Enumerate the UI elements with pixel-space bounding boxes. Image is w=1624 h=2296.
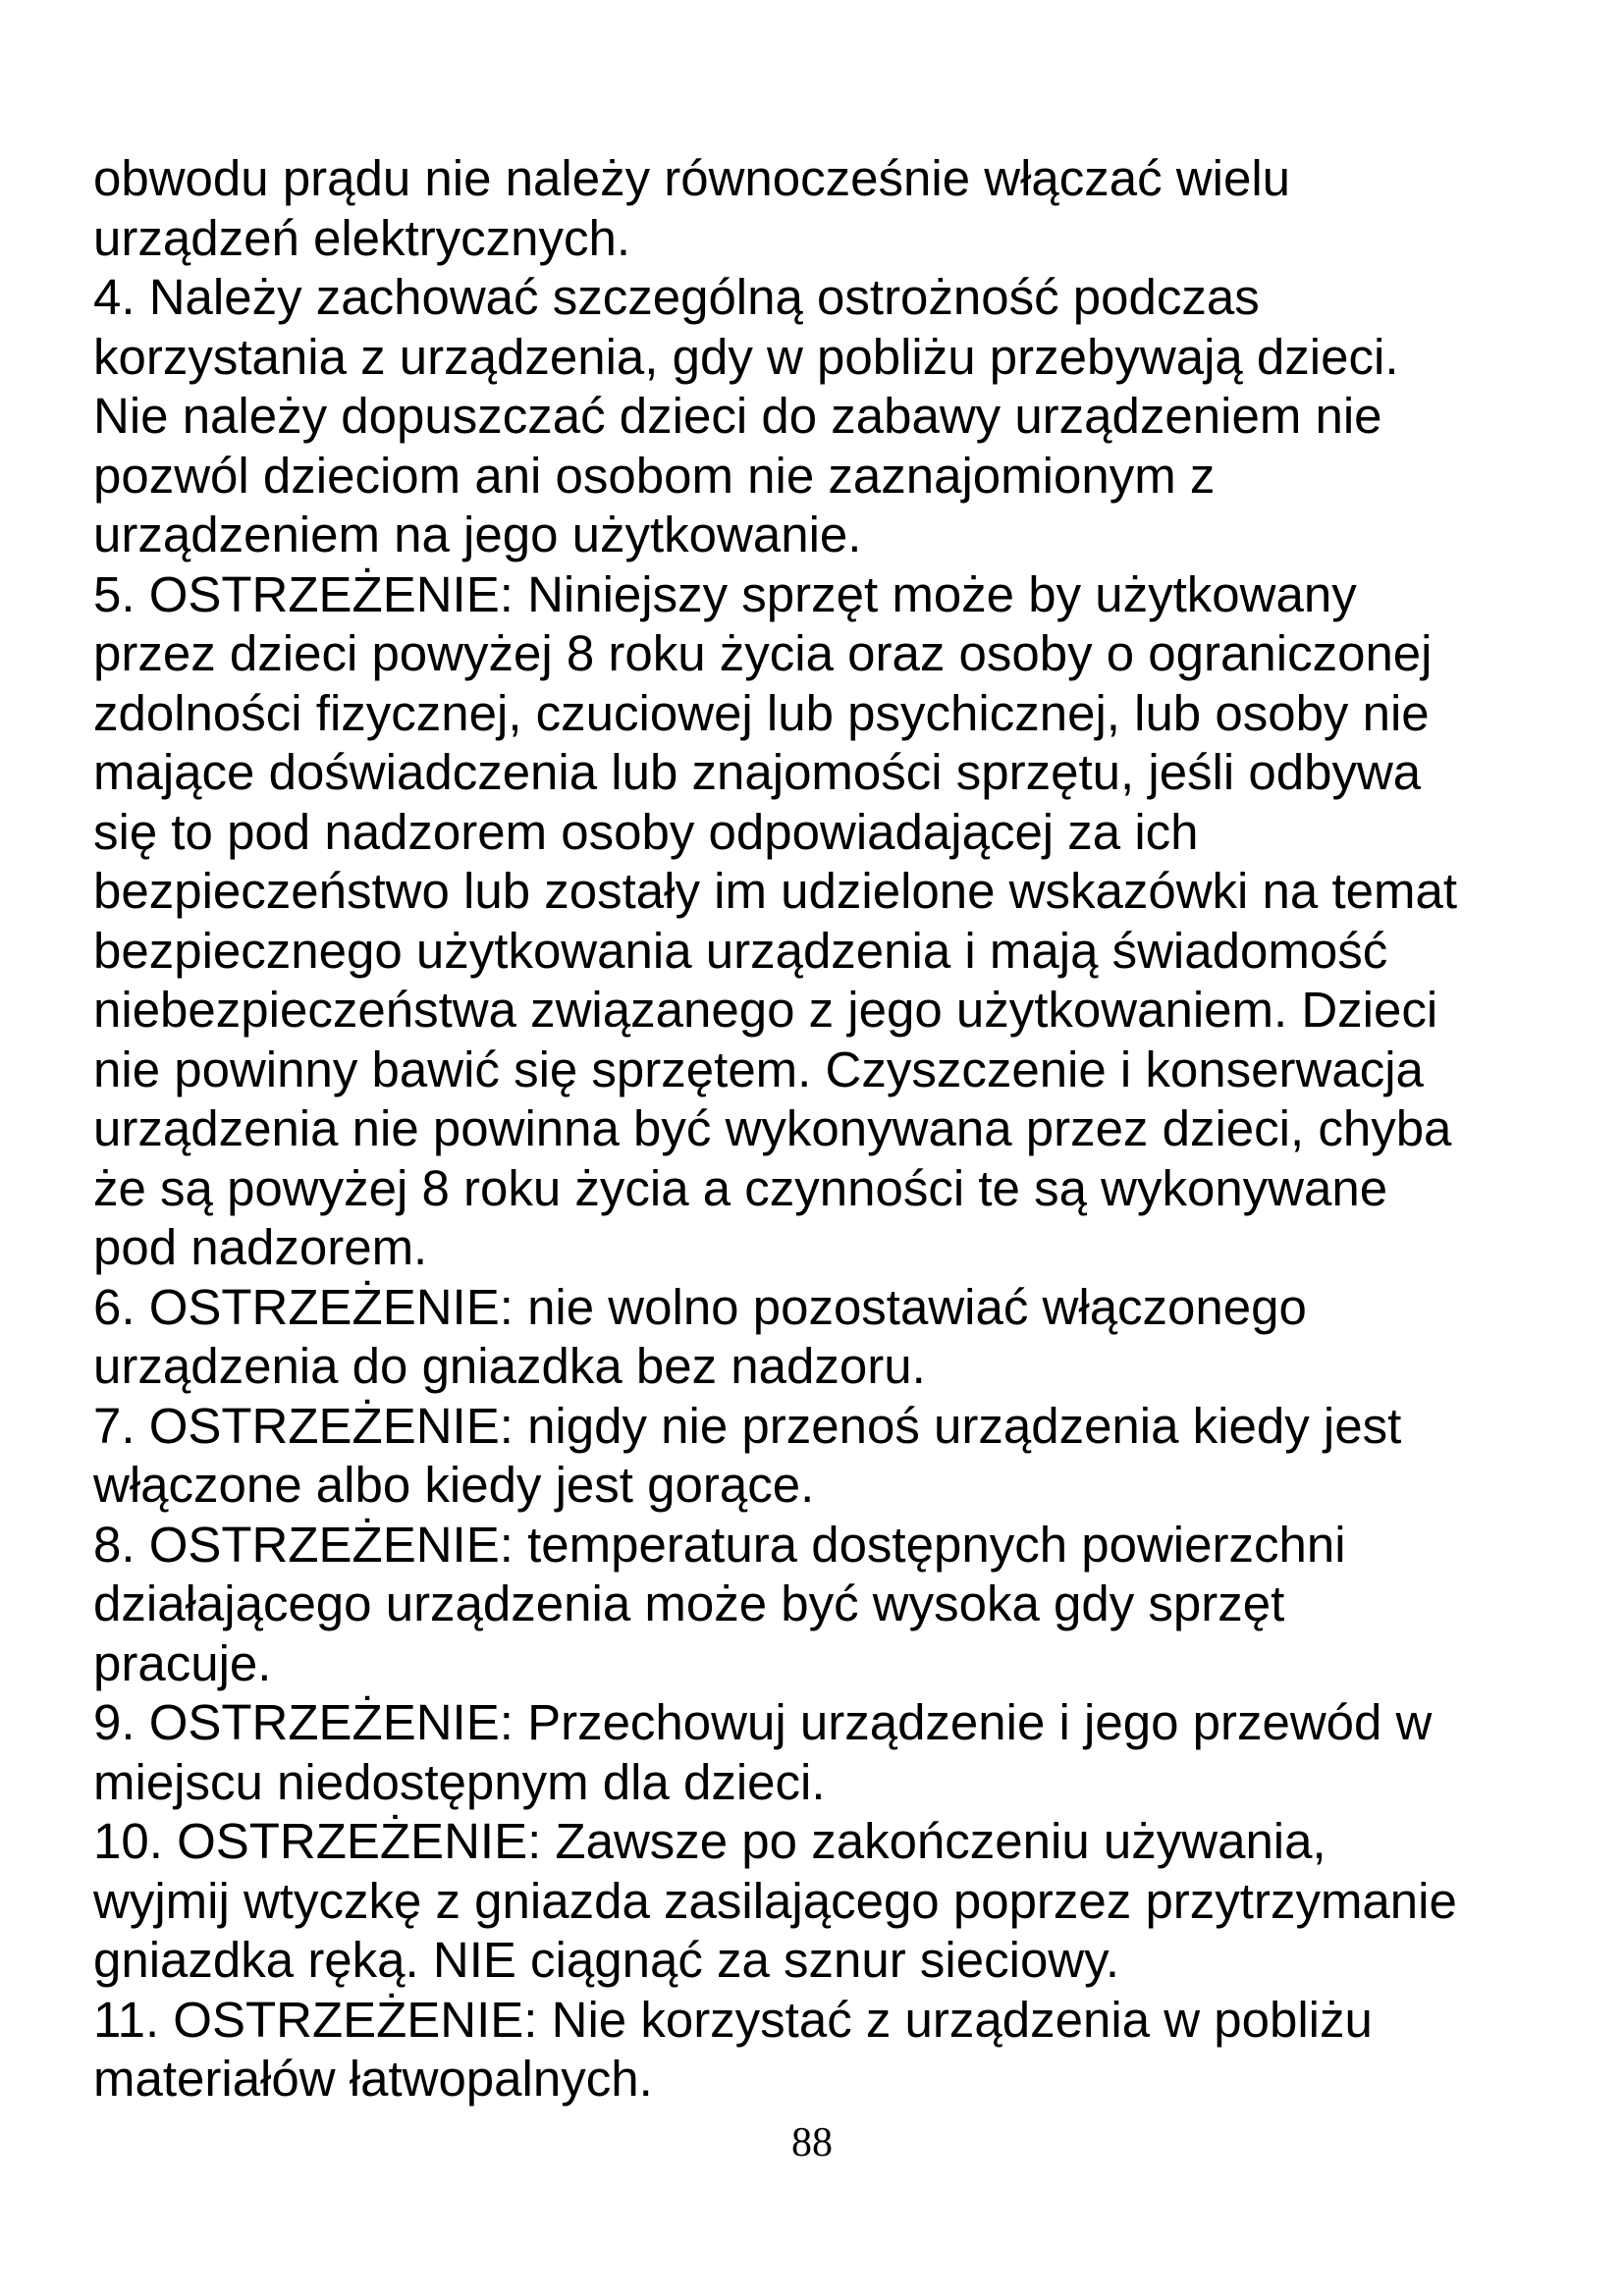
safety-instructions-text	[93, 149, 1546, 2109]
text-line: nie powinny bawić się sprzętem. Czyszczenie i konserwacja	[93, 1041, 1424, 1097]
text-line: bezpiecznego użytkowania urządzenia i mają świadomość	[93, 922, 1388, 979]
text-line: pozwól dzieciom ani osobom nie zaznajomionym z	[93, 447, 1216, 504]
text-line: 6. OSTRZEŻENIE: nie wolno pozostawiać włączonego	[93, 1278, 1307, 1335]
text-line: przez dzieci powyżej 8 roku życia oraz osoby o ograniczonej	[93, 625, 1433, 681]
text-line: zdolności fizycznej, czuciowej lub psychicznej, lub osoby nie	[93, 684, 1430, 741]
text-line: obwodu prądu nie należy równocześnie włączać wielu	[93, 150, 1291, 206]
text-line: urządzeniem na jego użytkowanie.	[93, 507, 862, 562]
text-line: Nie należy dopuszczać dzieci do zabawy urządzeniem nie	[93, 388, 1382, 444]
text-line: się to pod nadzorem osoby odpowiadającej za ich	[93, 803, 1199, 860]
text-line: że są powyżej 8 roku życia a czynności te są wykonywane	[93, 1159, 1388, 1216]
text-line: 11. OSTRZEŻENIE: Nie korzystać z urządzenia w pobliżu	[93, 1991, 1373, 2048]
text-line: pod nadzorem.	[93, 1219, 428, 1275]
text-line: urządzenia do gniazdka bez nadzoru.	[93, 1338, 926, 1394]
page-number: 88	[791, 2120, 833, 2165]
text-line: urządzenia nie powinna być wykonywana przez dzieci, chyba	[93, 1100, 1452, 1156]
text-line: 5. OSTRZEŻENIE: Niniejszy sprzęt może by użytkowany	[93, 565, 1357, 622]
text-line: gniazdka ręką. NIE ciągnąć za sznur sieciowy.	[93, 1932, 1120, 1988]
text-line: włączone albo kiedy jest gorące.	[93, 1457, 815, 1513]
text-line: miejscu niedostępnym dla dzieci.	[93, 1753, 826, 1810]
text-line: urządzeń elektrycznych.	[93, 209, 631, 266]
text-line: mające doświadczenia lub znajomości sprzętu, jeśli odbywa	[93, 744, 1422, 800]
text-line: bezpieczeństwo lub zostały im udzielone wskazówki na temat	[93, 863, 1458, 919]
text-line: działającego urządzenia może być wysoka gdy sprzęt	[93, 1575, 1285, 1631]
text-line: 10. OSTRZEŻENIE: Zawsze po zakończeniu używania,	[93, 1813, 1326, 1869]
text-line: 4. Należy zachować szczególną ostrożność podczas	[93, 269, 1260, 325]
text-line: materiałów łatwopalnych.	[93, 2051, 653, 2107]
text-line: 7. OSTRZEŻENIE: nigdy nie przenoś urządzenia kiedy jest	[93, 1397, 1402, 1454]
text-line: wyjmij wtyczkę z gniazda zasilającego poprzez przytrzymanie	[93, 1872, 1457, 1929]
text-line: 9. OSTRZEŻENIE: Przechowuj urządzenie i jego przewód w	[93, 1694, 1433, 1750]
text-line: korzystania z urządzenia, gdy w pobliżu przebywają dzieci.	[93, 328, 1399, 385]
text-line: niebezpieczeństwa związanego z jego użytkowaniem. Dzieci	[93, 982, 1438, 1038]
text-line: 8. OSTRZEŻENIE: temperatura dostępnych powierzchni	[93, 1516, 1346, 1573]
text-line: pracuje.	[93, 1634, 272, 1691]
